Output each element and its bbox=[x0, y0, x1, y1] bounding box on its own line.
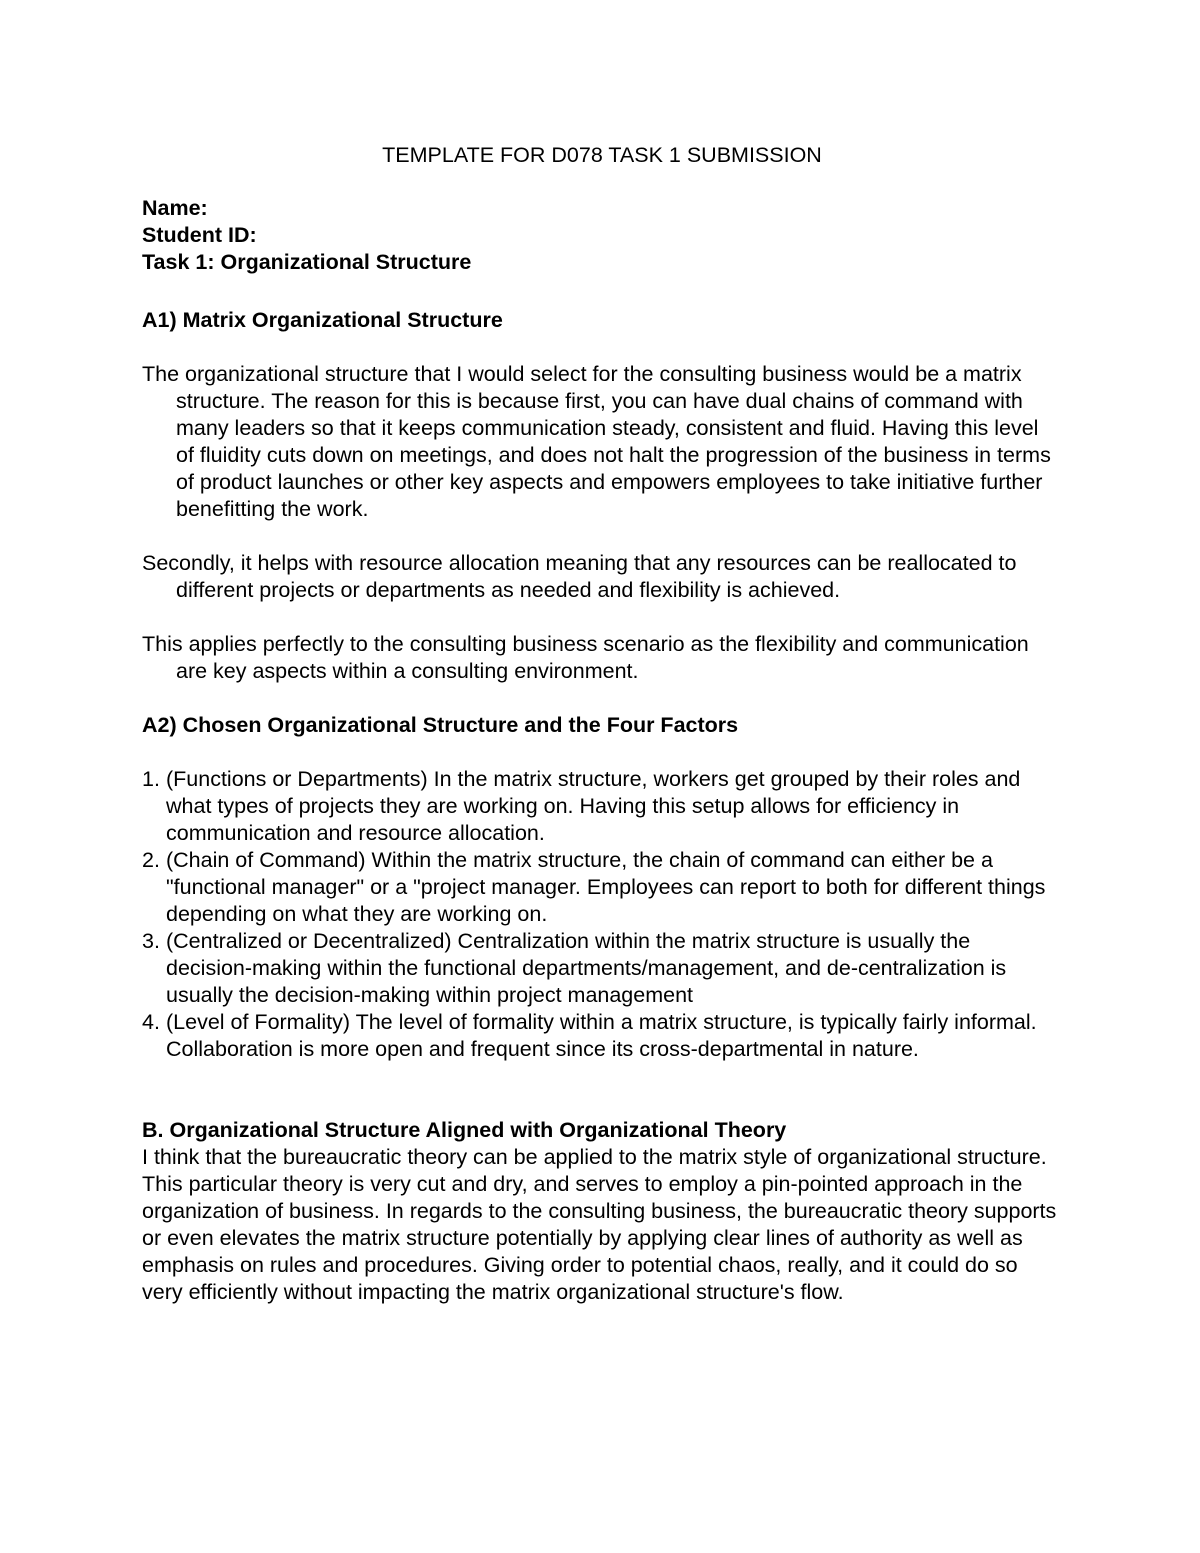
section-b-heading: B. Organizational Structure Aligned with Organizational Theory bbox=[142, 1118, 787, 1142]
list-item bbox=[142, 1009, 1062, 1063]
four-factors-list bbox=[142, 766, 1062, 1063]
list-item bbox=[142, 928, 1062, 1009]
list-item-number: 3. bbox=[142, 929, 160, 953]
list-item-number: 4. bbox=[142, 1010, 160, 1034]
section-b-paragraph: I think that the bureaucratic theory can be applied to the matrix style of organizational structure. This particular theory is very cut and dry, and serves to employ a pin-pointed approach in the organization of business. In regards to the consulting business, the bureaucratic theory supports or even elevates the matrix structure potentially by applying clear lines of authority as well as emphasis on rules and procedures. Giving order to potential chaos, really, and it could do so very efficiently without impacting the matrix organizational structure's flow. bbox=[142, 1145, 1057, 1304]
list-item bbox=[142, 847, 1062, 928]
list-item-text: (Functions or Departments) In the matrix structure, workers get grouped by their roles and what types of projects they are working on. Having this setup allows for efficiency in communication and resource allocation. bbox=[166, 767, 1021, 845]
section-a2-heading: A2) Chosen Organizational Structure and the Four Factors bbox=[142, 713, 739, 737]
section-a1-paragraph-2: Secondly, it helps with resource allocation meaning that any resources can be reallocated to different projects or departments as needed and flexibility is achieved. bbox=[142, 551, 1017, 602]
list-item-number: 2. bbox=[142, 848, 160, 872]
section-a1-paragraph-1: The organizational structure that I would select for the consulting business would be a matrix structure. The reason for this is because first, you can have dual chains of command with many leaders so that it keeps communication steady, consistent and fluid. Having this level of fluidity cuts down on meetings, and does not halt the progression of the business in terms of product launches or other key aspects and empowers employees to take initiative further benefitting the work. bbox=[142, 362, 1051, 521]
student-id-label: Student ID: bbox=[142, 223, 257, 247]
name-label: Name: bbox=[142, 196, 208, 220]
list-item-text: (Centralized or Decentralized) Centralization within the matrix structure is usually the decision-making within the functional departments/management, and de-centralization is usually the decision-making within project management bbox=[166, 929, 1007, 1007]
document-title: TEMPLATE FOR D078 TASK 1 SUBMISSION bbox=[382, 143, 822, 167]
list-item bbox=[142, 766, 1062, 847]
student-info-block bbox=[142, 195, 1062, 276]
list-item-text: (Level of Formality) The level of formality within a matrix structure, is typically fairly informal. Collaboration is more open and frequent since its cross-departmental in nature. bbox=[166, 1010, 1037, 1061]
list-item-number: 1. bbox=[142, 767, 160, 791]
document-body bbox=[142, 142, 1062, 1306]
section-a1-heading: A1) Matrix Organizational Structure bbox=[142, 308, 503, 332]
list-item-text: (Chain of Command) Within the matrix structure, the chain of command can either be a "functional manager" or a "project manager. Employees can report to both for different things depending on what they are working on. bbox=[166, 848, 1046, 926]
task-label: Task 1: Organizational Structure bbox=[142, 250, 472, 274]
section-a1-paragraph-3: This applies perfectly to the consulting business scenario as the flexibility and communication are key aspects within a consulting environment. bbox=[142, 632, 1029, 683]
